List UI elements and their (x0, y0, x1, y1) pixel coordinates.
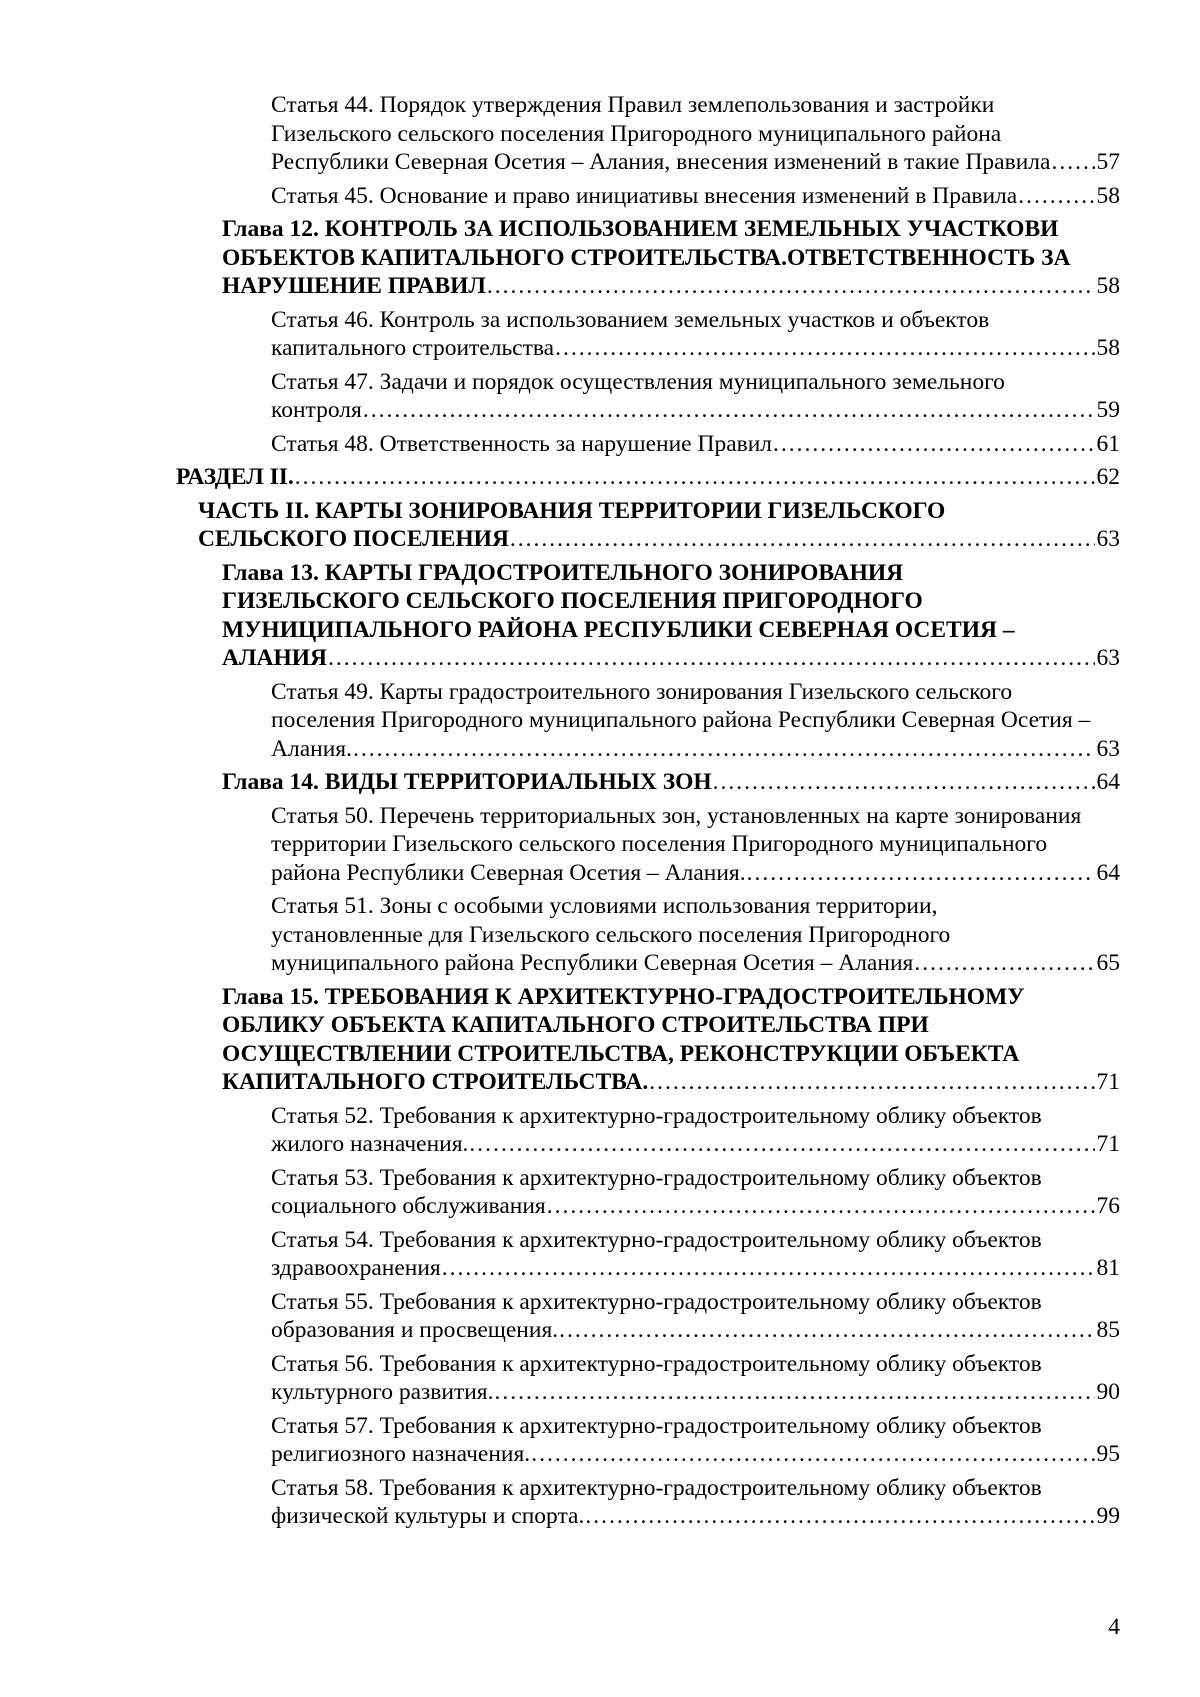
toc-entry-line: Статья 54. Требования к архитектурно-градостроительному облику объектов (271, 1226, 1042, 1253)
dot-leader (547, 1192, 1095, 1221)
dot-leader (353, 735, 1095, 764)
dot-leader (295, 463, 1095, 492)
toc-entry-line: Статья 58. Требования к архитектурно-градостроительному облику объектов (271, 1474, 1042, 1501)
toc-entry-last-line (271, 1192, 1120, 1221)
toc-entry[interactable] (271, 802, 1120, 888)
toc-entry-line: культурного развития. (271, 1379, 494, 1405)
toc-entry-last-line (271, 334, 1120, 363)
toc-entry-line: МУНИЦИПАЛЬНОГО РАЙОНА РЕСПУБЛИКИ СЕВЕРНАЯ ОСЕТИЯ – (222, 616, 1015, 643)
toc-entry-last-line (271, 735, 1120, 764)
toc-page-number: 65 (1096, 950, 1120, 976)
toc-entry[interactable] (271, 1102, 1120, 1159)
toc-entry-line: Статья 48. Ответственность за нарушение Правил (271, 430, 773, 457)
dot-leader (363, 396, 1095, 425)
dot-leader (494, 1378, 1094, 1407)
toc-page-number: 59 (1096, 397, 1120, 423)
toc-entry-last-line (271, 859, 1120, 888)
toc-entry-line: образования и просвещения. (271, 1317, 559, 1343)
table-of-contents (0, 91, 1200, 1531)
toc-entry-line: религиозного назначения. (271, 1441, 531, 1467)
toc-entry-line: Статья 47. Задачи и порядок осуществления муниципального земельного (271, 368, 1005, 395)
toc-entry-line: Статья 57. Требования к архитектурно-градостроительному облику объектов (271, 1412, 1042, 1439)
toc-entry-line: РАЗДЕЛ II. (176, 464, 294, 490)
toc-entry-line: НАРУШЕНИЕ ПРАВИЛ (222, 273, 486, 299)
toc-entry-line: муниципального района Республики Северная Осетия – Алания (271, 950, 914, 976)
dot-leader (914, 949, 1094, 978)
dot-leader (773, 430, 1094, 459)
toc-entry-line: Статья 52. Требования к архитектурно-градостроительному облику объектов (271, 1102, 1042, 1129)
toc-entry-last-line (271, 396, 1120, 425)
toc-entry-line: Статья 55. Требования к архитектурно-градостроительному облику объектов (271, 1288, 1042, 1315)
dot-leader (487, 272, 1095, 301)
toc-entry-last-line (271, 1440, 1120, 1469)
dot-leader (585, 1502, 1094, 1531)
toc-entry-line: Статья 44. Порядок утверждения Правил землепользования и застройки (271, 92, 995, 118)
toc-page-number: 64 (1096, 859, 1120, 886)
dot-leader (531, 1440, 1094, 1469)
toc-page-number: 62 (1096, 464, 1120, 490)
toc-entry-last-line (222, 768, 1120, 797)
toc-page-number: 99 (1096, 1503, 1120, 1529)
toc-entry[interactable] (271, 892, 1120, 978)
toc-entry-line: Статья 46. Контроль за использованием земельных участков и объектов (271, 306, 990, 333)
toc-entry-line: Статья 45. Основание и право инициативы внесения изменений в Правила (271, 182, 1018, 209)
dot-leader (442, 1254, 1095, 1283)
toc-page-number: 95 (1096, 1441, 1120, 1467)
toc-entry-line: ЧАСТЬ II. КАРТЫ ЗОНИРОВАНИЯ ТЕРРИТОРИИ ГИЗЕЛЬСКОГО (198, 497, 946, 524)
toc-entry-line: жилого назначения. (271, 1131, 469, 1157)
toc-entry[interactable] (198, 497, 1120, 554)
toc-entry-line: ОБЪЕКТОВ КАПИТАЛЬНОГО СТРОИТЕЛЬСТВА.ОТВЕТСТВЕННОСТЬ ЗА (222, 244, 1071, 271)
toc-page-number: 71 (1096, 1131, 1120, 1157)
toc-page-number: 63 (1096, 526, 1120, 552)
toc-entry-last-line (271, 148, 1120, 177)
toc-entry-last-line (271, 430, 1120, 459)
toc-entry-line: Статья 56. Требования к архитектурно-градостроительному облику объектов (271, 1350, 1042, 1377)
toc-entry-line: ГИЗЕЛЬСКОГО СЕЛЬСКОГО ПОСЕЛЕНИЯ ПРИГОРОДНОГО (222, 588, 923, 614)
toc-entry[interactable] (176, 463, 1120, 492)
dot-leader (555, 334, 1094, 363)
dot-leader (747, 859, 1095, 888)
toc-entry-line: территории Гизельского сельского поселения Пригородного муниципального (271, 831, 1048, 857)
toc-entry-line: Республики Северная Осетия – Алания, внесения изменений в такие Правила (271, 149, 1051, 175)
dot-leader (510, 525, 1095, 554)
dot-leader (1018, 182, 1094, 211)
toc-page-number: 85 (1096, 1317, 1120, 1343)
toc-entry-last-line (271, 1316, 1120, 1345)
toc-entry[interactable] (271, 1350, 1120, 1407)
toc-entry-line: КАПИТАЛЬНОГО СТРОИТЕЛЬСТВА. (222, 1069, 649, 1095)
toc-entry-line: капитального строительства (271, 335, 555, 361)
toc-entry-line: Глава 13. КАРТЫ ГРАДОСТРОИТЕЛЬНОГО ЗОНИРОВАНИЯ (222, 559, 904, 586)
toc-entry-line: ОСУЩЕСТВЛЕНИИ СТРОИТЕЛЬСТВА, РЕКОНСТРУКЦИИ ОБЪЕКТА (222, 1040, 1020, 1067)
toc-page-number: 63 (1096, 645, 1120, 671)
toc-entry-line: Глава 14. ВИДЫ ТЕРРИТОРИАЛЬНЫХ ЗОН (222, 769, 712, 795)
toc-entry[interactable] (271, 1288, 1120, 1345)
toc-entry-last-line (176, 463, 1120, 492)
toc-entry[interactable] (271, 1412, 1120, 1469)
toc-page-number: 71 (1096, 1069, 1120, 1095)
toc-page-number: 81 (1096, 1255, 1120, 1281)
toc-entry[interactable] (222, 768, 1120, 797)
toc-entry[interactable] (222, 983, 1120, 1097)
toc-entry[interactable] (271, 1226, 1120, 1283)
toc-entry-line: района Республики Северная Осетия – Алания. (271, 859, 746, 886)
toc-entry[interactable] (271, 182, 1120, 211)
toc-entry-line: Статья 49. Карты градостроительного зонирования Гизельского сельского (271, 678, 1013, 705)
toc-page-number: 90 (1096, 1379, 1120, 1405)
toc-entry[interactable] (271, 678, 1120, 764)
toc-entry[interactable] (271, 368, 1120, 425)
dot-leader (469, 1130, 1094, 1159)
toc-page-number: 58 (1096, 335, 1120, 361)
toc-entry[interactable] (271, 306, 1120, 363)
toc-entry-last-line (222, 644, 1120, 673)
toc-entry-line: контроля (271, 397, 362, 423)
toc-entry[interactable] (222, 559, 1120, 673)
toc-page-number: 57 (1096, 149, 1120, 175)
toc-entry-line: Статья 50. Перечень территориальных зон, установленных на карте зонирования (271, 802, 1082, 829)
toc-page-number: 64 (1096, 769, 1120, 795)
toc-entry-last-line (271, 182, 1120, 211)
toc-entry-line: установленные для Гизельского сельского поселения Пригородного (271, 921, 951, 948)
toc-entry-line: Алания. (271, 735, 352, 762)
page-number: 4 (1108, 1614, 1120, 1640)
toc-entry-last-line (271, 949, 1120, 978)
toc-entry[interactable] (271, 1164, 1120, 1221)
dot-leader (713, 768, 1095, 797)
dot-leader (559, 1316, 1094, 1345)
toc-entry[interactable] (222, 215, 1120, 301)
toc-entry-last-line (271, 1254, 1120, 1283)
toc-entry-last-line (198, 525, 1120, 554)
toc-entry-last-line (271, 1130, 1120, 1159)
toc-entry-line: социального обслуживания (271, 1193, 546, 1219)
toc-entry-line: здравоохранения (271, 1255, 441, 1281)
toc-entry-line: АЛАНИЯ (222, 645, 327, 671)
toc-page-number: 58 (1096, 273, 1120, 299)
toc-page-number: 58 (1096, 182, 1120, 209)
toc-entry-line: Гизельского сельского поселения Пригородного муниципального района (271, 120, 1002, 147)
toc-entry-line: Глава 15. ТРЕБОВАНИЯ К АРХИТЕКТУРНО-ГРАДОСТРОИТЕЛЬНОМУ (222, 983, 1025, 1010)
toc-entry-line: ОБЛИКУ ОБЪЕКТА КАПИТАЛЬНОГО СТРОИТЕЛЬСТВА ПРИ (222, 1012, 929, 1038)
toc-page-number: 61 (1096, 430, 1120, 457)
dot-leader (1051, 148, 1094, 177)
toc-entry-line: СЕЛЬСКОГО ПОСЕЛЕНИЯ (198, 526, 509, 552)
toc-entry-line: поселения Пригородного муниципального района Республики Северная Осетия – (271, 707, 1091, 733)
dot-leader (328, 644, 1095, 673)
toc-entry[interactable] (271, 91, 1120, 177)
dot-leader (649, 1068, 1094, 1097)
toc-entry-last-line (222, 272, 1120, 301)
toc-page-number: 63 (1096, 735, 1120, 762)
toc-entry-last-line (271, 1502, 1120, 1531)
toc-entry-line: физической культуры и спорта. (271, 1503, 585, 1529)
toc-entry[interactable] (271, 430, 1120, 459)
toc-entry-line: Статья 53. Требования к архитектурно-градостроительному облику объектов (271, 1164, 1042, 1191)
toc-entry[interactable] (271, 1474, 1120, 1531)
toc-entry-last-line (222, 1068, 1120, 1097)
toc-page-number: 76 (1096, 1193, 1120, 1219)
toc-entry-last-line (271, 1378, 1120, 1407)
toc-entry-line: Глава 12. КОНТРОЛЬ ЗА ИСПОЛЬЗОВАНИЕМ ЗЕМЕЛЬНЫХ УЧАСТКОВИ (222, 216, 1059, 242)
toc-entry-line: Статья 51. Зоны с особыми условиями использования территории, (271, 893, 938, 919)
